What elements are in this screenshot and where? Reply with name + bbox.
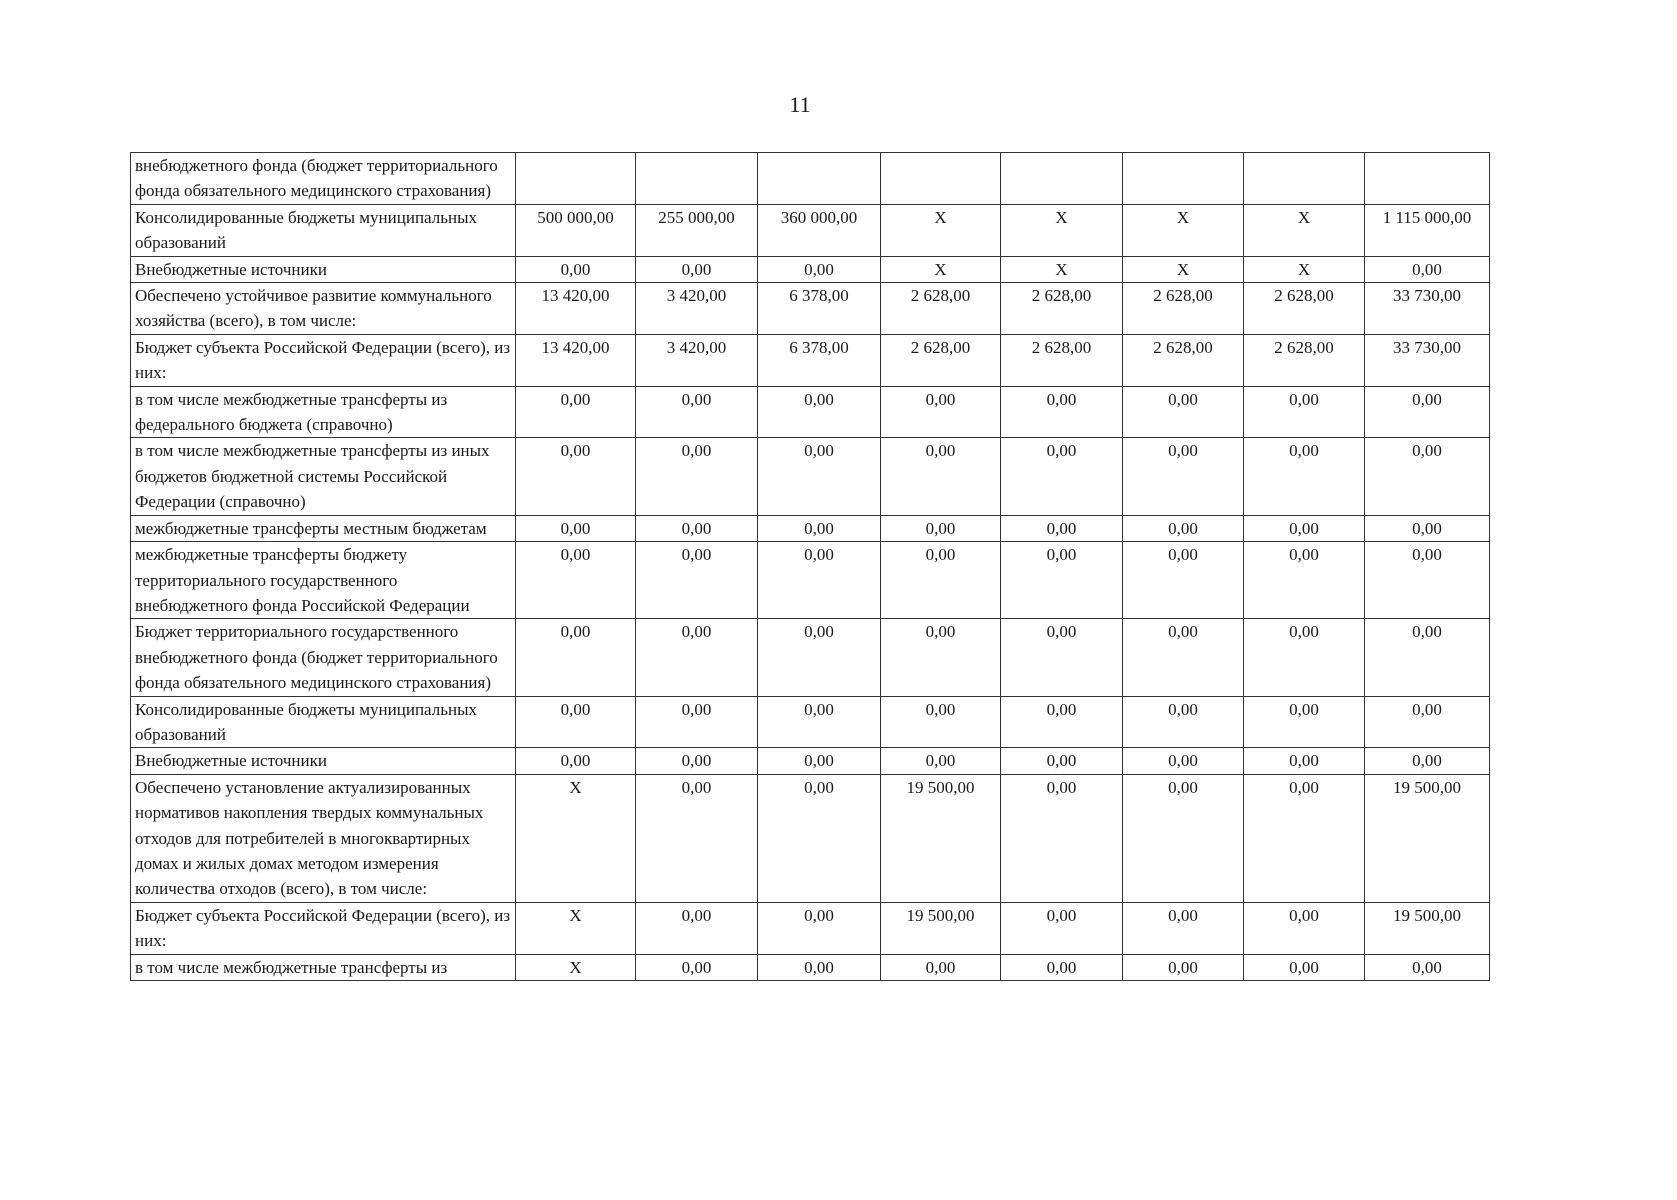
value-cell: 0,00	[636, 542, 758, 619]
value-cell: 1 115 000,00	[1365, 204, 1490, 256]
value-cell: 0,00	[636, 696, 758, 748]
value-cell: 0,00	[516, 619, 636, 696]
table-row	[131, 283, 1490, 335]
value-cell: 0,00	[1244, 542, 1365, 619]
value-cell: 19 500,00	[1365, 902, 1490, 954]
value-cell	[758, 153, 881, 205]
value-cell: X	[1001, 256, 1123, 282]
value-cell: 0,00	[1365, 256, 1490, 282]
value-cell: X	[516, 902, 636, 954]
value-cell: 0,00	[881, 619, 1001, 696]
table-body	[131, 153, 1490, 981]
value-cell: 0,00	[636, 902, 758, 954]
value-cell: 0,00	[881, 386, 1001, 438]
value-cell: 0,00	[1001, 619, 1123, 696]
budget-table	[130, 152, 1490, 981]
value-cell: 6 378,00	[758, 334, 881, 386]
value-cell: 0,00	[1001, 954, 1123, 980]
value-cell: 500 000,00	[516, 204, 636, 256]
value-cell	[881, 153, 1001, 205]
table-row	[131, 515, 1490, 541]
value-cell: 0,00	[1365, 619, 1490, 696]
value-cell: 0,00	[758, 438, 881, 515]
value-cell: 0,00	[1244, 619, 1365, 696]
table-row	[131, 774, 1490, 902]
value-cell: 0,00	[636, 619, 758, 696]
value-cell: 0,00	[516, 515, 636, 541]
row-label: межбюджетные трансферты бюджету территориального государственного внебюджетного фонда Российской Федерации	[131, 542, 516, 619]
value-cell: 0,00	[881, 748, 1001, 774]
value-cell: X	[516, 774, 636, 902]
value-cell: 0,00	[1244, 515, 1365, 541]
value-cell: 2 628,00	[881, 334, 1001, 386]
value-cell: 0,00	[1001, 902, 1123, 954]
value-cell: 0,00	[1244, 902, 1365, 954]
value-cell: 0,00	[1123, 696, 1244, 748]
page-number: 11	[789, 92, 811, 117]
value-cell: 2 628,00	[881, 283, 1001, 335]
value-cell: 0,00	[516, 438, 636, 515]
value-cell: 0,00	[636, 774, 758, 902]
table-row	[131, 902, 1490, 954]
table-row	[131, 153, 1490, 205]
value-cell: 33 730,00	[1365, 283, 1490, 335]
value-cell: 2 628,00	[1123, 283, 1244, 335]
value-cell: 0,00	[881, 542, 1001, 619]
value-cell: 0,00	[516, 696, 636, 748]
table-row	[131, 204, 1490, 256]
row-label: Обеспечено устойчивое развитие коммунального хозяйства (всего), в том числе:	[131, 283, 516, 335]
value-cell: 0,00	[758, 748, 881, 774]
table-row	[131, 696, 1490, 748]
table-row	[131, 386, 1490, 438]
value-cell: 0,00	[1123, 748, 1244, 774]
value-cell: X	[1123, 256, 1244, 282]
row-label: в том числе межбюджетные трансферты из	[131, 954, 516, 980]
value-cell: 2 628,00	[1001, 334, 1123, 386]
row-label: Бюджет территориального государственного внебюджетного фонда (бюджет территориального фонда обязательного медицинского страхования)	[131, 619, 516, 696]
value-cell: 0,00	[1365, 438, 1490, 515]
value-cell: 0,00	[758, 902, 881, 954]
row-label: Обеспечено установление актуализированных нормативов накопления твердых коммунальных отходов для потребителей в многоквартирных домах и жилых домах методом измерения количества отходов (всего), в том числе:	[131, 774, 516, 902]
value-cell	[1123, 153, 1244, 205]
value-cell: X	[1244, 256, 1365, 282]
value-cell: 360 000,00	[758, 204, 881, 256]
value-cell	[1365, 153, 1490, 205]
value-cell: 0,00	[1244, 696, 1365, 748]
value-cell: 3 420,00	[636, 334, 758, 386]
value-cell: X	[1123, 204, 1244, 256]
value-cell: 0,00	[1001, 748, 1123, 774]
value-cell: 0,00	[1123, 542, 1244, 619]
value-cell: 2 628,00	[1123, 334, 1244, 386]
value-cell: 0,00	[881, 696, 1001, 748]
value-cell: 255 000,00	[636, 204, 758, 256]
value-cell	[1244, 153, 1365, 205]
table-row	[131, 748, 1490, 774]
value-cell: 0,00	[758, 954, 881, 980]
value-cell	[1001, 153, 1123, 205]
value-cell: 0,00	[758, 515, 881, 541]
row-label: межбюджетные трансферты местным бюджетам	[131, 515, 516, 541]
value-cell: 0,00	[1123, 438, 1244, 515]
table-row	[131, 619, 1490, 696]
value-cell: X	[881, 204, 1001, 256]
value-cell: 0,00	[516, 256, 636, 282]
value-cell: 0,00	[758, 696, 881, 748]
value-cell: 0,00	[636, 386, 758, 438]
value-cell: X	[1001, 204, 1123, 256]
value-cell: 0,00	[1365, 515, 1490, 541]
value-cell: 0,00	[1001, 696, 1123, 748]
value-cell: 0,00	[516, 542, 636, 619]
value-cell: 0,00	[758, 619, 881, 696]
value-cell: 0,00	[758, 542, 881, 619]
value-cell: 0,00	[636, 954, 758, 980]
value-cell: 33 730,00	[1365, 334, 1490, 386]
value-cell: 0,00	[1001, 438, 1123, 515]
value-cell: 0,00	[1244, 386, 1365, 438]
value-cell: 0,00	[1244, 774, 1365, 902]
value-cell: X	[1244, 204, 1365, 256]
value-cell: 0,00	[1244, 438, 1365, 515]
value-cell: 0,00	[758, 256, 881, 282]
value-cell: 0,00	[1123, 515, 1244, 541]
value-cell: 0,00	[1123, 954, 1244, 980]
row-label: Внебюджетные источники	[131, 748, 516, 774]
value-cell: 0,00	[636, 515, 758, 541]
value-cell: 2 628,00	[1244, 283, 1365, 335]
value-cell	[516, 153, 636, 205]
table-row	[131, 256, 1490, 282]
value-cell: 13 420,00	[516, 283, 636, 335]
row-label: Внебюджетные источники	[131, 256, 516, 282]
row-label: Бюджет субъекта Российской Федерации (всего), из них:	[131, 902, 516, 954]
value-cell: 0,00	[1123, 619, 1244, 696]
value-cell: 0,00	[1244, 954, 1365, 980]
row-label: Бюджет субъекта Российской Федерации (всего), из них:	[131, 334, 516, 386]
value-cell: 0,00	[1001, 515, 1123, 541]
value-cell: 0,00	[1365, 954, 1490, 980]
value-cell: 0,00	[516, 748, 636, 774]
value-cell	[636, 153, 758, 205]
value-cell: 0,00	[636, 256, 758, 282]
value-cell: 0,00	[881, 954, 1001, 980]
value-cell: 19 500,00	[881, 774, 1001, 902]
value-cell: X	[881, 256, 1001, 282]
row-label: Консолидированные бюджеты муниципальных образований	[131, 204, 516, 256]
value-cell: 0,00	[516, 386, 636, 438]
value-cell: 0,00	[881, 515, 1001, 541]
row-label: внебюджетного фонда (бюджет территориального фонда обязательного медицинского страхования)	[131, 153, 516, 205]
value-cell: 6 378,00	[758, 283, 881, 335]
table-row	[131, 542, 1490, 619]
table-row	[131, 954, 1490, 980]
value-cell: 0,00	[1001, 386, 1123, 438]
value-cell: 2 628,00	[1244, 334, 1365, 386]
value-cell: 0,00	[1123, 386, 1244, 438]
value-cell: X	[516, 954, 636, 980]
value-cell: 0,00	[1123, 774, 1244, 902]
value-cell: 0,00	[758, 774, 881, 902]
value-cell: 0,00	[1365, 386, 1490, 438]
value-cell: 0,00	[1365, 696, 1490, 748]
value-cell: 0,00	[1001, 542, 1123, 619]
value-cell: 13 420,00	[516, 334, 636, 386]
value-cell: 19 500,00	[1365, 774, 1490, 902]
table-row	[131, 334, 1490, 386]
value-cell: 0,00	[1001, 774, 1123, 902]
value-cell: 19 500,00	[881, 902, 1001, 954]
value-cell: 0,00	[636, 438, 758, 515]
value-cell: 0,00	[1123, 902, 1244, 954]
value-cell: 0,00	[636, 748, 758, 774]
value-cell: 2 628,00	[1001, 283, 1123, 335]
value-cell: 0,00	[1365, 542, 1490, 619]
value-cell: 3 420,00	[636, 283, 758, 335]
row-label: в том числе межбюджетные трансферты из иных бюджетов бюджетной системы Российской Федерации (справочно)	[131, 438, 516, 515]
row-label: Консолидированные бюджеты муниципальных образований	[131, 696, 516, 748]
value-cell: 0,00	[758, 386, 881, 438]
value-cell: 0,00	[1365, 748, 1490, 774]
value-cell: 0,00	[1244, 748, 1365, 774]
value-cell: 0,00	[881, 438, 1001, 515]
row-label: в том числе межбюджетные трансферты из федерального бюджета (справочно)	[131, 386, 516, 438]
table-row	[131, 438, 1490, 515]
